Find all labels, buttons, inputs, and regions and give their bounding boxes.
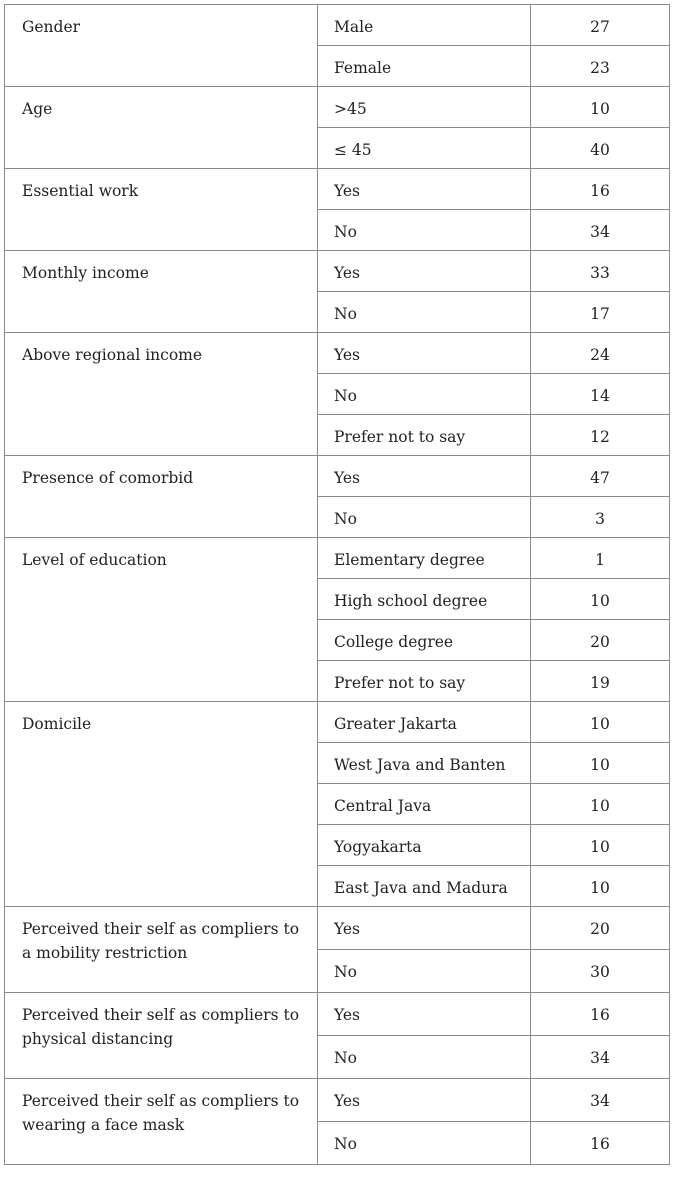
count-cell: 16 [531,993,670,1036]
count-cell: 19 [531,661,670,702]
option-cell: College degree [318,620,531,661]
count-cell: 47 [531,456,670,497]
count-cell: 3 [531,497,670,538]
count-cell: 10 [531,87,670,128]
count-cell: 10 [531,784,670,825]
count-cell: 16 [531,169,670,210]
option-cell: No [318,374,531,415]
count-cell: 10 [531,825,670,866]
count-cell: 24 [531,333,670,374]
option-cell: East Java and Madura [318,866,531,907]
table-row [5,333,670,374]
category-cell: Essential work [5,169,318,251]
count-cell: 20 [531,620,670,661]
table-row [5,702,670,743]
count-cell: 17 [531,292,670,333]
option-cell: Prefer not to say [318,415,531,456]
count-cell: 14 [531,374,670,415]
category-cell: Perceived their self as compliers to a mobility restriction [5,907,318,993]
option-cell: Yes [318,169,531,210]
option-cell: Greater Jakarta [318,702,531,743]
demographics-table [4,4,670,1165]
count-cell: 40 [531,128,670,169]
count-cell: 23 [531,46,670,87]
count-cell: 27 [531,5,670,46]
option-cell: Yes [318,333,531,374]
option-cell: Female [318,46,531,87]
table-row [5,456,670,497]
table-row [5,251,670,292]
option-cell: High school degree [318,579,531,620]
option-cell: No [318,210,531,251]
table-row [5,993,670,1036]
option-cell: No [318,950,531,993]
count-cell: 10 [531,702,670,743]
table-row [5,5,670,46]
option-cell: Elementary degree [318,538,531,579]
count-cell: 10 [531,579,670,620]
option-cell: No [318,1036,531,1079]
option-cell: Yogyakarta [318,825,531,866]
count-cell: 10 [531,866,670,907]
count-cell: 33 [531,251,670,292]
count-cell: 10 [531,743,670,784]
table-row [5,1079,670,1122]
table-body [5,5,670,1165]
option-cell: Yes [318,907,531,950]
count-cell: 16 [531,1122,670,1165]
option-cell: Central Java [318,784,531,825]
option-cell: Yes [318,1079,531,1122]
option-cell: ≤ 45 [318,128,531,169]
table-row [5,538,670,579]
category-cell: Level of education [5,538,318,702]
option-cell: Male [318,5,531,46]
count-cell: 34 [531,210,670,251]
table-row [5,87,670,128]
count-cell: 1 [531,538,670,579]
table-row [5,907,670,950]
count-cell: 20 [531,907,670,950]
count-cell: 34 [531,1036,670,1079]
category-cell: Perceived their self as compliers to wearing a face mask [5,1079,318,1165]
option-cell: No [318,497,531,538]
count-cell: 12 [531,415,670,456]
count-cell: 30 [531,950,670,993]
option-cell: No [318,1122,531,1165]
option-cell: Yes [318,993,531,1036]
category-cell: Age [5,87,318,169]
option-cell: Prefer not to say [318,661,531,702]
category-cell: Domicile [5,702,318,907]
category-cell: Gender [5,5,318,87]
option-cell: West Java and Banten [318,743,531,784]
count-cell: 34 [531,1079,670,1122]
category-cell: Above regional income [5,333,318,456]
table-row [5,169,670,210]
option-cell: Yes [318,456,531,497]
option-cell: Yes [318,251,531,292]
category-cell: Monthly income [5,251,318,333]
category-cell: Perceived their self as compliers to physical distancing [5,993,318,1079]
option-cell: No [318,292,531,333]
option-cell: >45 [318,87,531,128]
category-cell: Presence of comorbid [5,456,318,538]
